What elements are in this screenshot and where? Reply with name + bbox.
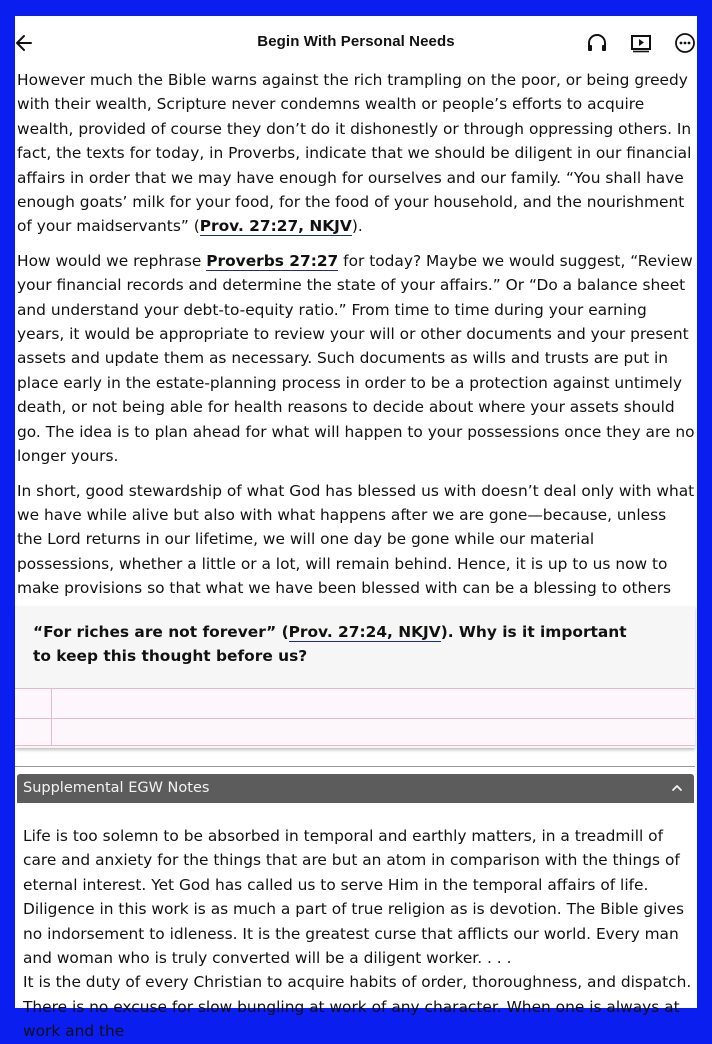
headphones-icon[interactable] xyxy=(585,31,609,55)
question-start: “For riches are not forever” ( xyxy=(33,623,289,641)
video-play-icon[interactable] xyxy=(629,31,653,55)
paragraph-2-start: How would we rephrase xyxy=(17,251,207,270)
section-divider xyxy=(15,766,695,767)
bible-reference-link[interactable]: Prov. 27:24, NKJV xyxy=(288,623,441,641)
supplemental-notes-title: Supplemental EGW Notes xyxy=(23,780,210,796)
answer-input[interactable] xyxy=(15,688,695,746)
top-bar xyxy=(15,16,697,68)
answer-margin-line xyxy=(51,688,52,746)
bible-reference-link[interactable]: Prov. 27:27, NKJV xyxy=(199,217,352,236)
discussion-question-card xyxy=(15,606,695,748)
answer-line xyxy=(15,718,695,719)
paragraph-2-rest: for today? Maybe we would suggest, “Review your financial records and determine the state of your affairs.” Or “Do a balance sheet and understand your debt-to-equity ratio.” From time to time during your earning years, it would be appropriate to review your will or other documents and your present assets and update them as necessary. Such documents as wills and trusts are put in place early in the estate-planning process in order to be a protection against untimely death, or not being able for health reasons to decide about where your assets should go. The idea is to plan ahead for what will happen to your possessions once they are no longer yours. xyxy=(17,251,695,466)
paragraph-1 xyxy=(17,68,695,239)
paragraph-2 xyxy=(17,249,695,469)
more-options-icon[interactable] xyxy=(673,31,697,55)
supplemental-paragraph-1: Life is too solemn to be absorbed in temporal and earthly matters, in a treadmill of care and anxiety for the things that are but an atom in comparison with the things of eternal interest. Yet God has called us to serve Him in the temporal affairs of life. Diligence in this work is as much a part of true religion as is devotion. The Bible gives no indorsement to idleness. It is the greatest curse that afflicts our world. Every man and woman who is truly converted will be a diligent worker. . . . xyxy=(23,827,684,968)
supplemental-paragraph-2: It is the duty of every Christian to acquire habits of order, thoroughness, and dispatch. There is no excuse for slow bungling at work of any character. When one is always at work and the xyxy=(23,973,692,1041)
paragraph-1-text: However much the Bible warns against the rich trampling on the poor, or being greedy with their wealth, Scripture never condemns wealth or people’s efforts to acquire wealth, provided of course they don’t do it dishonestly or through oppressing others. In fact, the texts for today, in Proverbs, indicate that we should be diligent in our financial affairs in order that we may have enough for ourselves and our family. “You shall have enough goats’ milk for your food, for the food of your household, and the nourishment of your maidservants” ( xyxy=(17,71,692,236)
paragraph-3: In short, good stewardship of what God has blessed us with doesn’t deal only with what we have while alive but also with what happens after we are gone—because, unless the Lord returns in our lifetime, we will one day be gone while our material possessions, whether a little or a lot, will remain behind. Hence, it is up to us now to make provisions so that what we have been blessed with can be a blessing to others xyxy=(17,481,695,598)
answer-line xyxy=(15,688,695,689)
discussion-question xyxy=(33,620,633,669)
supplemental-notes-header[interactable] xyxy=(17,774,694,803)
paragraph-1-end: ). xyxy=(351,217,363,236)
app-window xyxy=(15,16,697,1041)
chevron-up-icon[interactable] xyxy=(670,781,684,795)
question-rest: ). Why is it important to keep this thought before us? xyxy=(33,623,627,666)
supplemental-notes-body xyxy=(23,824,693,1044)
lesson-content xyxy=(17,68,695,635)
bible-reference-link[interactable]: Proverbs 27:27 xyxy=(206,251,339,270)
answer-line xyxy=(15,745,695,746)
page-title: Begin With Personal Needs xyxy=(257,33,455,50)
